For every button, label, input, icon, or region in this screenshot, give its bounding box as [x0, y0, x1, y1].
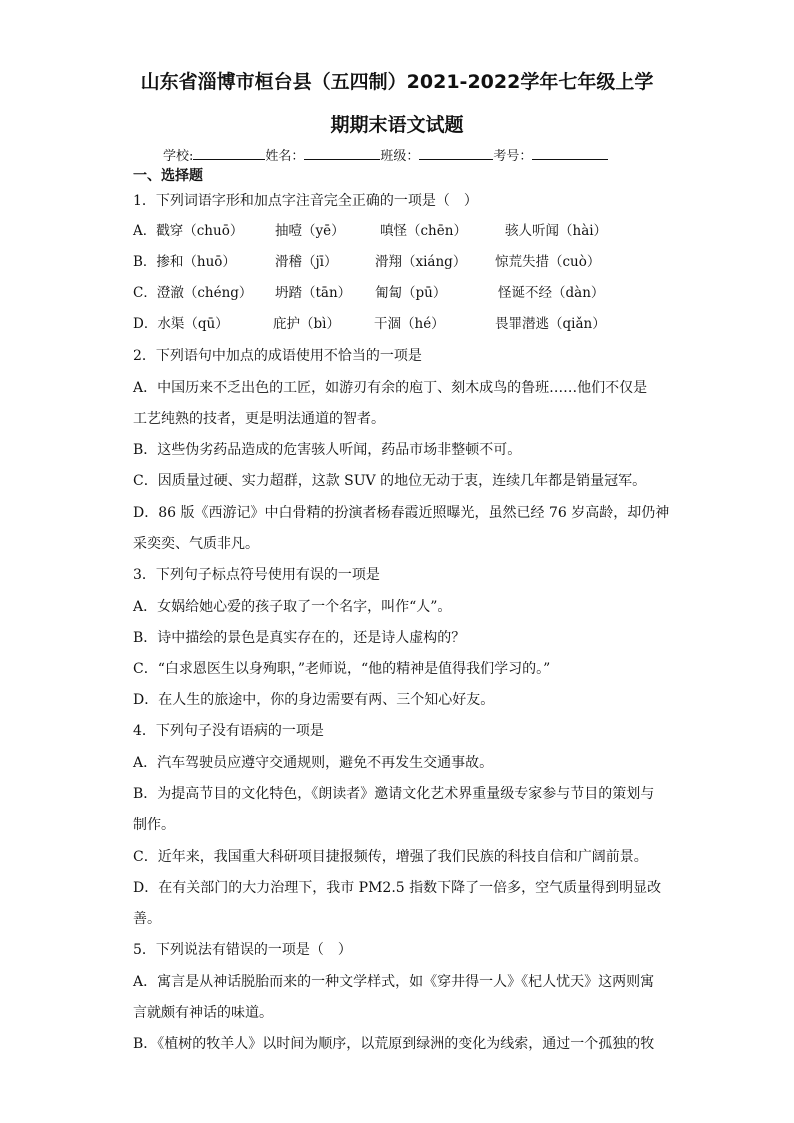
q1-option-d-word3: 干涸（hé）: [374, 316, 445, 332]
class-blank[interactable]: [419, 146, 493, 160]
school-label: 学校:: [163, 149, 194, 164]
q4-option-d-line2: 善。: [133, 911, 161, 927]
q1-option-d-word2: 庇护（bì）: [273, 316, 340, 332]
q3-option-a: A．女娲给她心爱的孩子取了一个名字，叫作“人”。: [133, 599, 452, 615]
question-2-stem: 2．下列语句中加点的成语使用不恰当的一项是: [133, 348, 422, 364]
q2-option-d-line1: D．86 版《西游记》中白骨精的扮演者杨春霞近照曝光，虽然已经 76 岁高龄，却仍神: [133, 505, 670, 521]
q3-option-b: B．诗中描绘的景色是真实存在的，还是诗人虚构的？: [133, 630, 466, 646]
q1-option-c-word2: 坍踏（tān）: [275, 285, 352, 301]
q2-option-a-line1: A．中国历来不乏出色的工匠，如游刃有余的庖丁、刻木成鸟的鲁班……他们不仅是: [133, 380, 648, 396]
q5-option-a-line1: A．寓言是从神话脱胎而来的一种文学样式，如《穿井得一人》《杞人忧天》这两则寓: [133, 974, 655, 990]
name-label: 姓名：: [265, 149, 305, 164]
q3-option-c: C．“白求恩医生以身殉职，”老师说，“他的精神是值得我们学习的。”: [133, 661, 551, 677]
q1-option-c-word3: 匍匐（pū）: [375, 285, 447, 301]
section-heading: 一、选择题: [133, 168, 203, 184]
student-info-line: [163, 146, 608, 165]
q3-option-d: D．在人生的旅途中，你的身边需要有两、三个知心好友。: [133, 692, 495, 708]
q2-option-c: C．因质量过硬、实力超群，这款 SUV 的地位无动于衷，连续几年都是销量冠军。: [133, 473, 647, 489]
q1-option-a-word4: 骇人听闻（hài）: [505, 223, 608, 239]
number-label: 考号：: [493, 149, 533, 164]
q2-option-a-line2: 工艺纯熟的技者，更是明法通道的智者。: [133, 411, 385, 427]
q5-option-b-line1: B．《植树的牧羊人》以时间为顺序，以荒原到绿洲的变化为线索，通过一个孤独的牧: [133, 1036, 655, 1052]
number-blank[interactable]: [532, 146, 608, 160]
q1-option-d-word4: 畏罪潜逃（qiǎn）: [495, 316, 606, 332]
q4-option-c: C．近年来，我国重大科研项目捷报频传，增强了我们民族的科技自信和广阔前景。: [133, 849, 648, 865]
question-4-stem: 4．下列句子没有语病的一项是: [133, 723, 324, 739]
q1-option-b-word3: 滑翔（xiáng）: [375, 254, 467, 270]
q5-option-a-line2: 言就颇有神话的味道。: [133, 1005, 273, 1021]
q1-option-a-word2: 抽噎（yē）: [275, 223, 345, 239]
question-1-stem: 1．下列词语字形和加点字注音完全正确的一项是（ ）: [133, 193, 478, 209]
question-3-stem: 3．下列句子标点符号使用有误的一项是: [133, 567, 380, 583]
q1-option-d-word1: D．水渠（qū）: [133, 316, 229, 332]
exam-title-line1: 山东省淄博市桓台县（五四制）2021-2022学年七年级上学: [140, 71, 654, 93]
q2-option-b: B．这些伪劣药品造成的危害骇人听闻，药品市场非整顿不可。: [133, 442, 522, 458]
school-blank[interactable]: [193, 146, 265, 160]
class-label: 班级：: [380, 149, 420, 164]
q4-option-d-line1: D．在有关部门的大力治理下，我市 PM2.5 指数下降了一倍多，空气质量得到明显改: [133, 880, 662, 896]
q1-option-b-word2: 滑稽（jī）: [275, 254, 338, 270]
q4-option-b-line1: B．为提高节目的文化特色，《朗读者》邀请文化艺术界重量级专家参与节目的策划与: [133, 786, 655, 802]
q1-option-a-word3: 嗔怪（chēn）: [380, 223, 467, 239]
q1-option-a-word1: A．戳穿（chuō）: [133, 223, 244, 239]
q1-option-b-word4: 惊荒失措（cuò）: [495, 254, 601, 270]
exam-title-line2: 期期末语文试题: [330, 114, 464, 136]
q4-option-a: A．汽车驾驶员应遵守交通规则，避免不再发生交通事故。: [133, 755, 494, 771]
q1-option-c-word4: 怪诞不经（dàn）: [498, 285, 605, 301]
q1-option-c-word1: C．澄澈（chéng）: [133, 285, 253, 301]
q4-option-b-line2: 制作。: [133, 817, 175, 833]
name-blank[interactable]: [304, 146, 380, 160]
q1-option-b-word1: B．掺和（huō）: [133, 254, 236, 270]
question-5-stem: 5．下列说法有错误的一项是（ ）: [133, 942, 352, 958]
q2-option-d-line2: 采奕奕、气质非凡。: [133, 536, 259, 552]
